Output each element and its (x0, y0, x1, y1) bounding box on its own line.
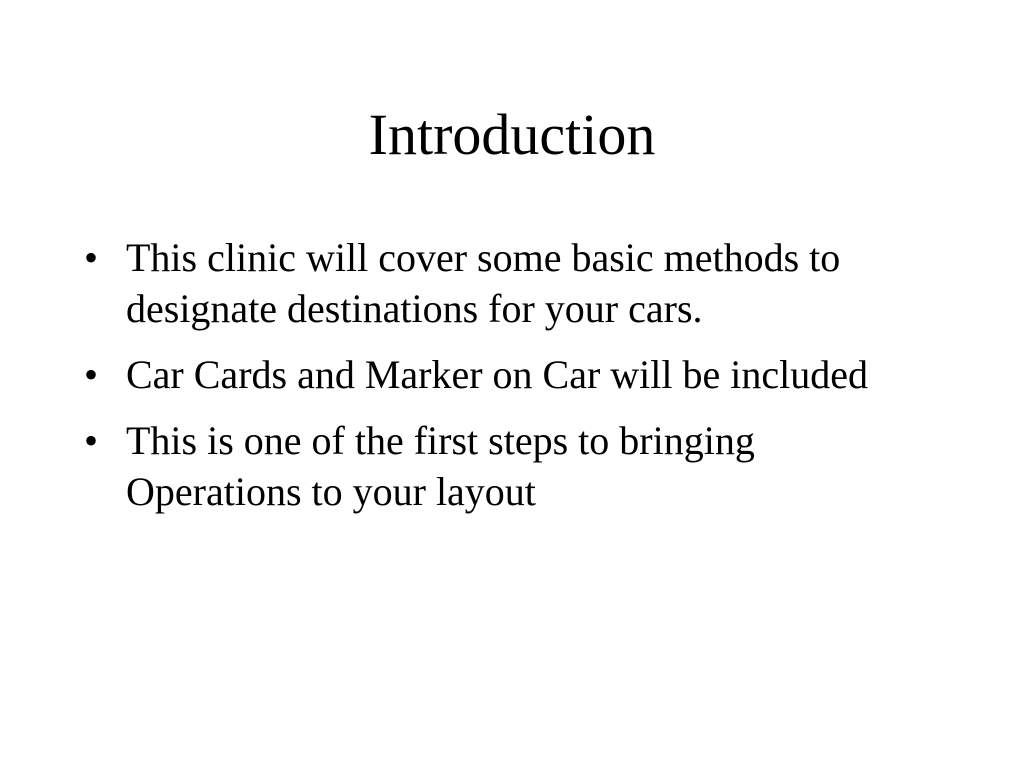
bullet-icon: • (84, 352, 99, 397)
bullet-text: This clinic will cover some basic methods to designate destinations for your cars. (126, 235, 841, 331)
bullet-text: Car Cards and Marker on Car will be included (126, 352, 869, 397)
bullet-item (84, 415, 904, 517)
slide-title: Introduction (368, 102, 656, 167)
bullet-text: This is one of the first steps to bringing Operations to your layout (126, 418, 755, 514)
bullet-icon: • (84, 418, 99, 463)
bullet-item (84, 349, 904, 400)
bullet-list (84, 232, 904, 532)
bullet-icon: • (84, 235, 99, 280)
bullet-item (84, 232, 904, 334)
